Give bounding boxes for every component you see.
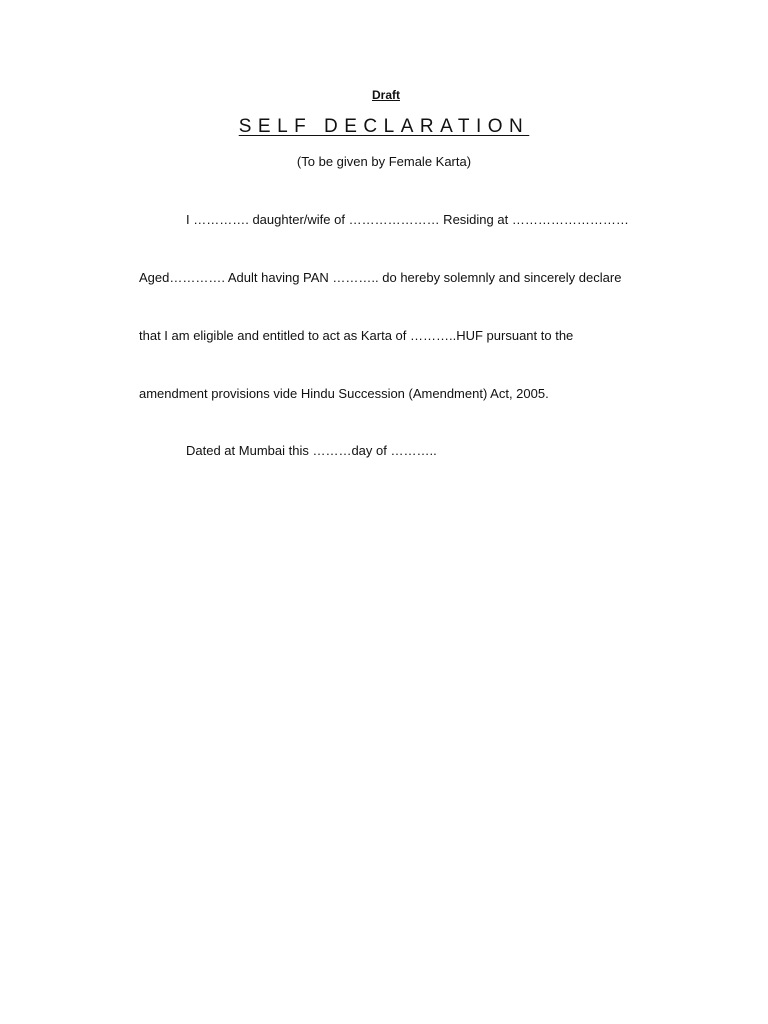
document-title: SELF DECLARATION bbox=[238, 116, 530, 137]
declaration-line-2: Aged…………. Adult having PAN ……….. do hereby solemnly and sincerely declare bbox=[139, 270, 622, 285]
draft-label: Draft bbox=[371, 88, 400, 102]
declaration-line-3: that I am eligible and entitled to act as Karta of ………..HUF pursuant to the bbox=[139, 328, 574, 343]
declaration-line-4: amendment provisions vide Hindu Succession (Amendment) Act, 2005. bbox=[139, 386, 549, 401]
dated-line: Dated at Mumbai this ………day of ……….. bbox=[186, 443, 437, 458]
declaration-line-1: I …………. daughter/wife of ………………… Residing at ……………………… bbox=[186, 212, 629, 227]
document-subtitle: (To be given by Female Karta) bbox=[296, 154, 472, 169]
